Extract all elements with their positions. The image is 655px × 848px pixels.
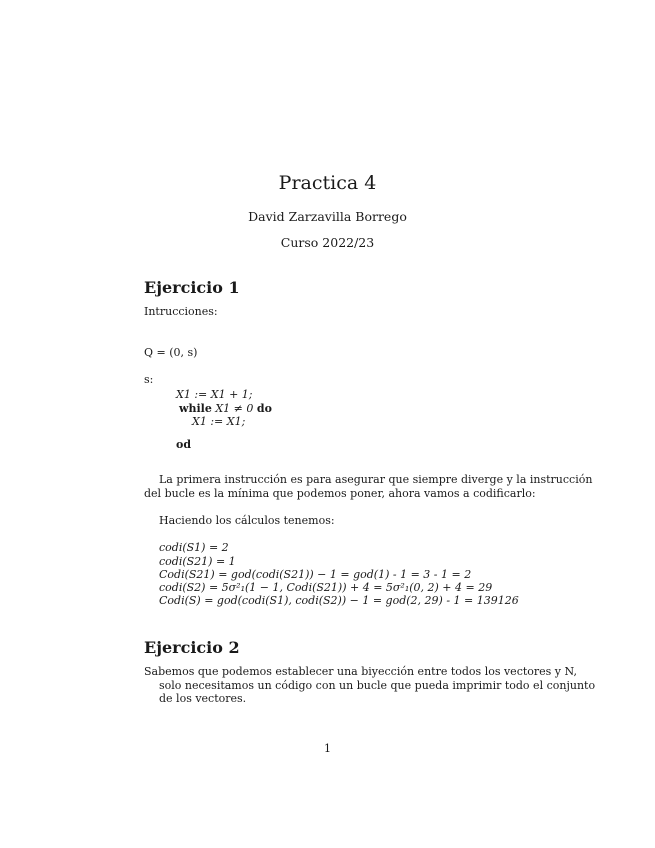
while-condition: X1 ≠ 0	[215, 402, 254, 415]
paragraph-1-line-1: La primera instrucción es para asegurar que siempre diverge y la instrucción	[159, 473, 593, 486]
od-keyword: od	[176, 438, 192, 451]
ejercicio-2-line-3: de los vectores.	[159, 692, 247, 705]
q-definition: Q = (0, s)	[144, 346, 198, 359]
program-line-3	[192, 415, 245, 428]
calc-line-5: Codi(S) = god(codi(S1), codi(S2)) − 1 = god(2, 29) - 1 = 139126	[159, 594, 519, 607]
calc-line-4: codi(S2) = 5σ²₁(1 − 1, Codi(S21)) + 4 = 5σ²₁(0, 2) + 4 = 29	[159, 581, 493, 594]
author-name: David Zarzavilla Borrego	[248, 209, 407, 224]
calc-line-2: codi(S21) = 1	[159, 555, 236, 568]
course-label: Curso 2022/23	[280, 235, 375, 250]
program-line-3-text: X1 := X1;	[192, 415, 246, 428]
calc-line-1: codi(S1) = 2	[159, 541, 229, 554]
page-number: 1	[324, 742, 331, 755]
paragraph-1-line-2: del bucle es la mínima que podemos poner, ahora vamos a codificarlo:	[144, 487, 536, 500]
program-while-line	[179, 402, 272, 415]
section-heading-ejercicio-2: Ejercicio 2	[144, 638, 240, 657]
s-label: s:	[144, 373, 154, 386]
while-keyword: while	[179, 402, 212, 415]
instructions-label: Intrucciones:	[144, 305, 218, 318]
do-keyword: do	[256, 402, 272, 415]
paragraph-2: Haciendo los cálculos tenemos:	[159, 514, 335, 527]
section-heading-ejercicio-1: Ejercicio 1	[144, 278, 240, 297]
calc-line-3: Codi(S21) = god(codi(S21)) − 1 = god(1) - 1 = 3 - 1 = 2	[159, 568, 472, 581]
ejercicio-2-line-2: solo necesitamos un código con un bucle que pueda imprimir todo el conjunto	[159, 679, 596, 692]
page-title: Practica 4	[278, 172, 377, 194]
program-line-1	[176, 388, 253, 401]
ejercicio-2-line-1: Sabemos que podemos establecer una biyección entre todos los vectores y N,	[144, 665, 577, 678]
program-line-1-text: X1 := X1 + 1;	[176, 388, 253, 401]
